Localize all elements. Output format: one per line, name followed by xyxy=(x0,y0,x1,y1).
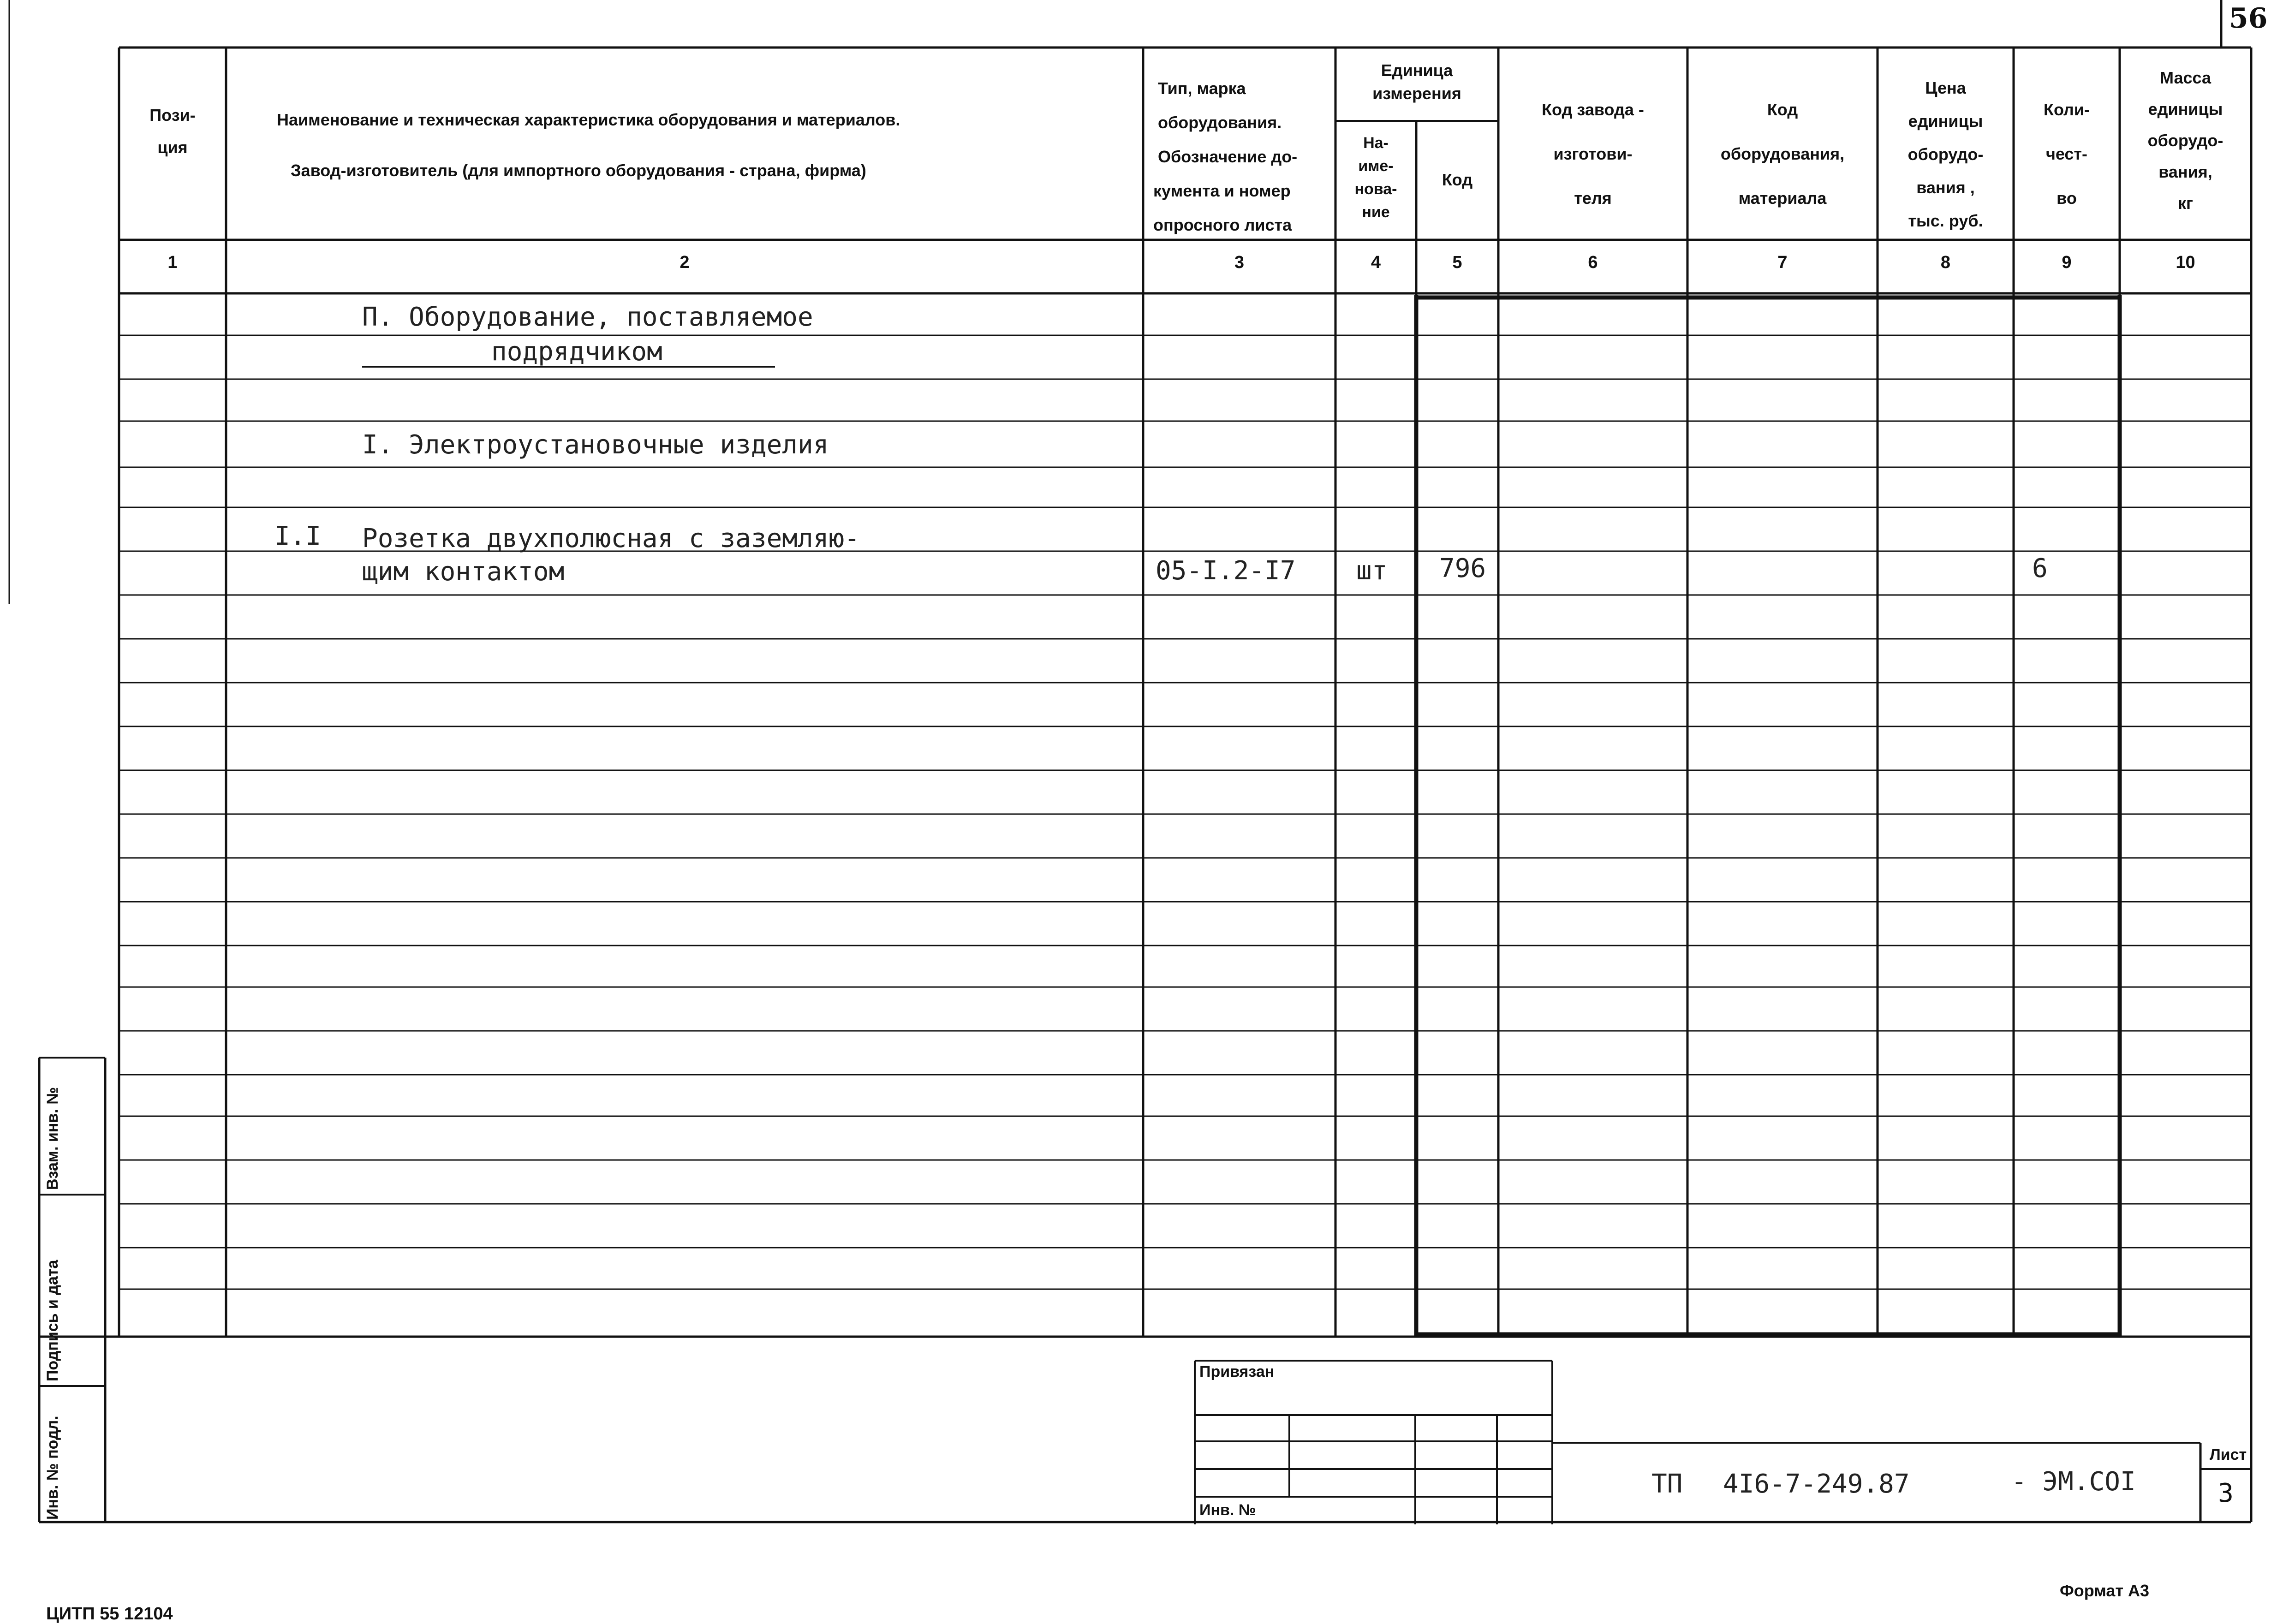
header-factory-code: Код завода - изготови- теля xyxy=(1542,100,1644,208)
footer-code: ЦИТП 55 12104 xyxy=(46,1604,173,1624)
section-title-line2: подрядчиком xyxy=(491,337,662,367)
subsection-title: I. Электроустановочные изделия xyxy=(362,430,829,460)
header-price: Цена единицы оборудо- вания , тыс. руб. xyxy=(1908,78,1984,230)
format-label: Формат А3 xyxy=(2060,1581,2150,1600)
col-number: 2 xyxy=(680,253,690,272)
privyazan-label: Привязан xyxy=(1199,1363,1275,1380)
side-stamp-signature-date: Подпись и дата xyxy=(44,1260,61,1381)
header-unit-name: На- име- нова- ние xyxy=(1354,134,1397,221)
col-number: 7 xyxy=(1777,253,1788,272)
inv-number-label: Инв. № xyxy=(1199,1501,1256,1519)
side-stamp-vzam-inv: Взам. инв. № xyxy=(44,1087,61,1190)
col-number: 3 xyxy=(1234,253,1245,272)
header-unit-code: Код xyxy=(1442,170,1473,189)
col-number: 1 xyxy=(167,253,178,272)
item-unit-code: 796 xyxy=(1439,553,1486,583)
item-name: Розетка двухполюсная с заземляю- xyxy=(362,523,860,553)
section-title: П. Оборудование, поставляемое xyxy=(362,302,813,332)
header-equipment-code: Код оборудования, материала xyxy=(1720,100,1845,208)
col-number: 10 xyxy=(2176,253,2195,272)
col-number: 4 xyxy=(1371,253,1381,272)
sheet-label: Лист xyxy=(2209,1446,2247,1463)
item-position: I.I xyxy=(274,521,322,551)
header-type: Тип, марка оборудования. Обозначение до- кумента и номер опросного листа xyxy=(1153,79,1298,234)
side-stamp-inv-original: Инв. № подл. xyxy=(44,1416,61,1520)
item-name-line2: щим контактом xyxy=(362,557,565,587)
header-mass: Масса единицы оборудо- вания, кг xyxy=(2147,68,2223,213)
header-name: Наименование и техническая характеристика оборудования и материалов. Завод-изготовитель (для импортного оборудования - страна, фирма) xyxy=(277,110,900,180)
item-type: 05-I.2-I7 xyxy=(1156,556,1296,586)
doc-prefix: ТП xyxy=(1651,1469,1683,1499)
col-number: 8 xyxy=(1940,253,1951,272)
doc-suffix: - ЭМ.СОI xyxy=(2011,1467,2136,1497)
page-number: 56 xyxy=(2229,2,2268,35)
col-number: 5 xyxy=(1452,253,1462,272)
header-quantity: Коли- чест- во xyxy=(2043,100,2090,208)
item-unit: шт xyxy=(1356,556,1388,586)
col-number: 6 xyxy=(1588,253,1598,272)
doc-number: 4I6-7-249.87 xyxy=(1723,1469,1910,1499)
header-position: Пози- ция xyxy=(149,106,196,157)
sheet-number: 3 xyxy=(2218,1478,2234,1508)
col-number: 9 xyxy=(2062,253,2072,272)
item-quantity: 6 xyxy=(2032,553,2048,583)
header-unit-group: Единица измерения xyxy=(1372,61,1461,103)
